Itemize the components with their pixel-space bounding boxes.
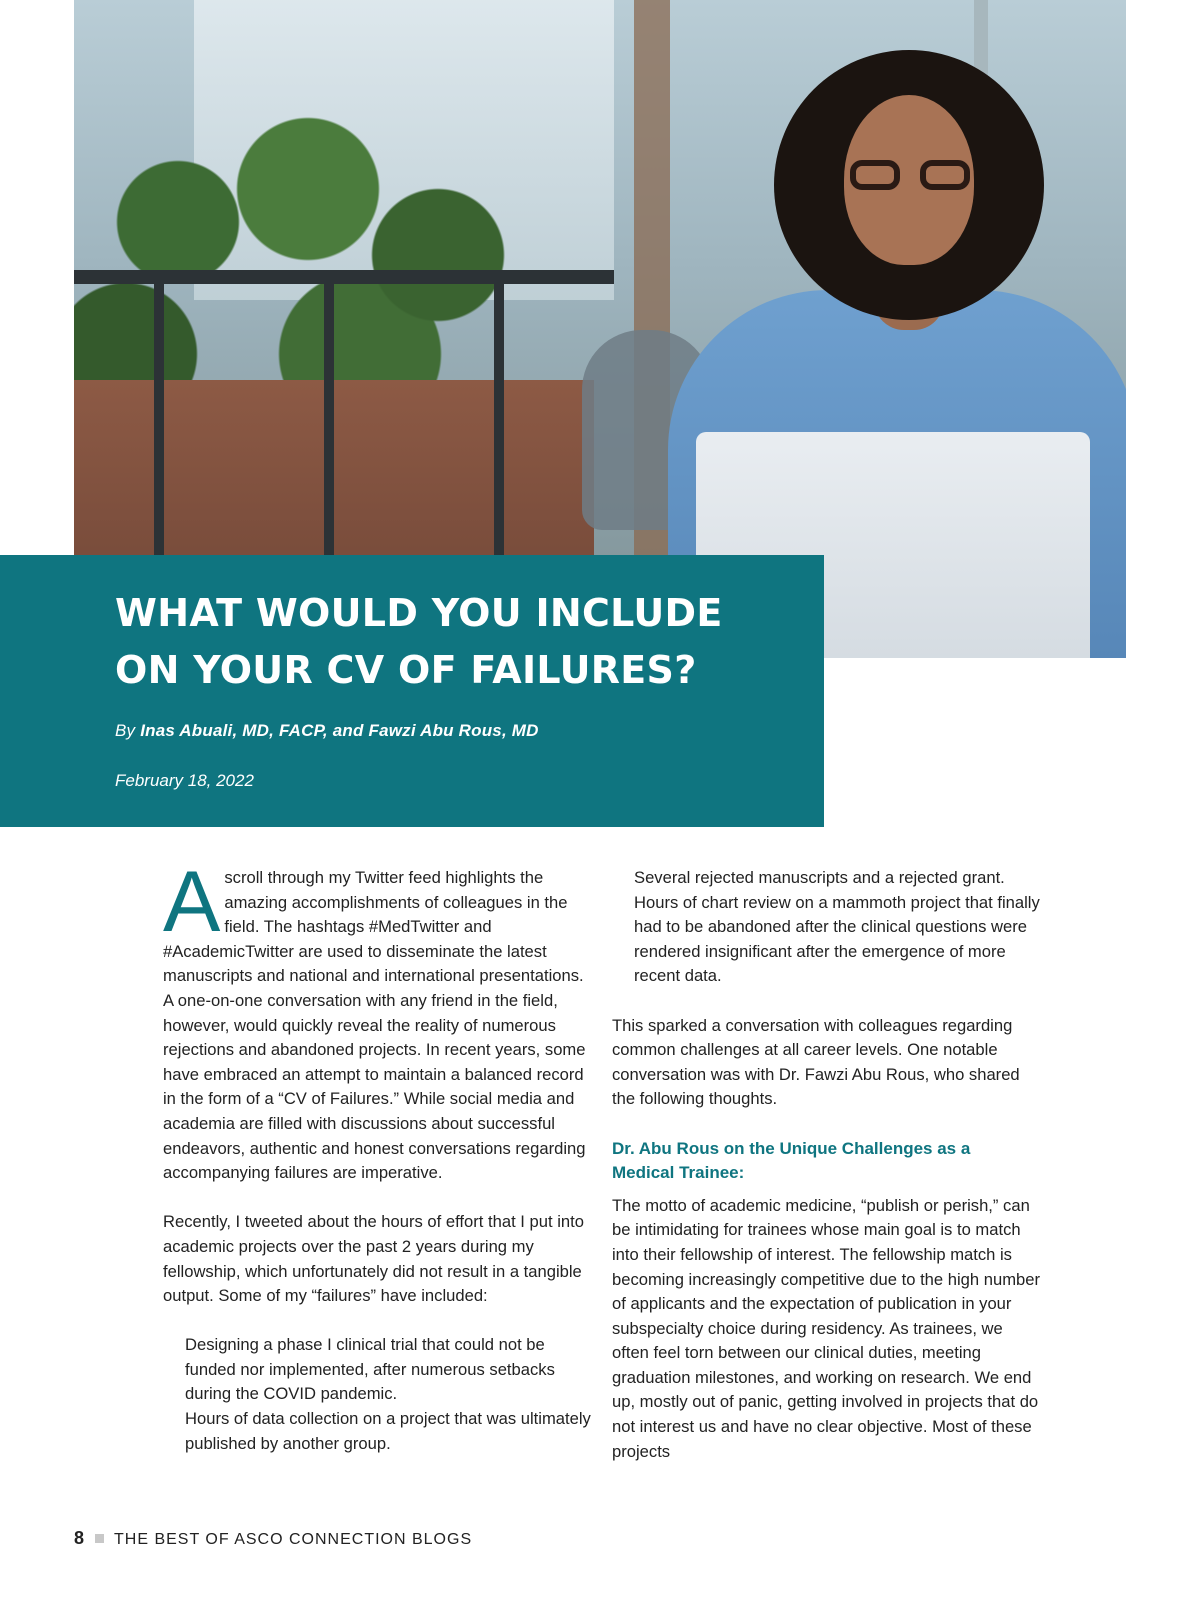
publication-name: THE BEST OF ASCO CONNECTION BLOGS: [114, 1531, 473, 1548]
list-item: Designing a phase I clinical trial that could not be funded nor implemented, after numerous setbacks during the COVID pandemic.: [185, 1335, 555, 1404]
title-block: [0, 555, 824, 827]
article-date: February 18, 2022: [115, 771, 254, 790]
failures-list-right: [612, 866, 1040, 989]
list-item: Hours of chart review on a mammoth project that finally had to be abandoned after the clinical questions were rendered insignificant after the emergence of more recent data.: [634, 892, 1040, 986]
byline-prefix: By: [115, 721, 136, 740]
page-number: 8: [74, 1528, 86, 1548]
section-subheading: Dr. Abu Rous on the Unique Challenges as a Medical Trainee:: [612, 1138, 971, 1183]
paragraph-recently: Recently, I tweeted about the hours of effort that I put into academic projects over the past 2 years during my fellowship, which unfortunately did not result in a tangible output. Some of my “failures” have included:: [163, 1212, 584, 1306]
plants: [74, 90, 594, 420]
separator-square: [95, 1534, 104, 1543]
body-column-left: [163, 854, 591, 1481]
paragraph-motto: The motto of academic medicine, “publish or perish,” can be intimidating for trainees whose main goal is to match into their fellowship of interest. The fellowship match is becoming increasingly competitive due to the high number of applicants and the expectation of publication in your subspecialty choice during residency. As trainees, we often feel torn between our clinical duties, meeting graduation milestones, and working on research. We end up, mostly out of panic, getting involved in projects that do not interest us and have no clear objective. Most of these projects: [612, 1195, 1040, 1461]
failures-list-left: [163, 1333, 591, 1456]
drop-cap: A: [163, 854, 221, 950]
paragraph-intro-text: scroll through my Twitter feed highlights the amazing accomplishments of colleagues in the field. The hashtags #MedTwitter and #AcademicTwitter are used to disseminate the latest manuscripts and national and international presentations. A one-on-one conversation with any friend in the field, however, would quickly reveal the reality of numerous rejections and abandoned projects. In recent years, some have embraced an attempt to maintain a balanced record in the form of a “CV of Failures.” While social media and academia are filled with discussions about successful endeavors, authentic and honest conversations regarding accompanying failures are imperative.: [163, 868, 586, 1183]
page-footer: [74, 1528, 472, 1549]
byline-authors: Inas Abuali, MD, FACP, and Fawzi Abu Rous, MD: [140, 721, 539, 740]
byline: [115, 721, 539, 741]
list-item: Hours of data collection on a project that was ultimately published by another group.: [185, 1409, 591, 1453]
railing-post: [494, 270, 504, 570]
body-column-right: [612, 866, 1040, 1489]
glasses: [850, 160, 970, 190]
paragraph-conversation: This sparked a conversation with colleagues regarding common challenges at all career levels. One notable conversation was with Dr. Fawzi Abu Rous, who shared the following thoughts.: [612, 1015, 1020, 1109]
paragraph-intro: [163, 854, 591, 1186]
railing-post: [154, 270, 164, 570]
railing-post: [324, 270, 334, 570]
article-title: WHAT WOULD YOU INCLUDE ON YOUR CV OF FAILURES?: [115, 591, 723, 692]
list-item: Several rejected manuscripts and a rejected grant.: [634, 868, 1005, 887]
